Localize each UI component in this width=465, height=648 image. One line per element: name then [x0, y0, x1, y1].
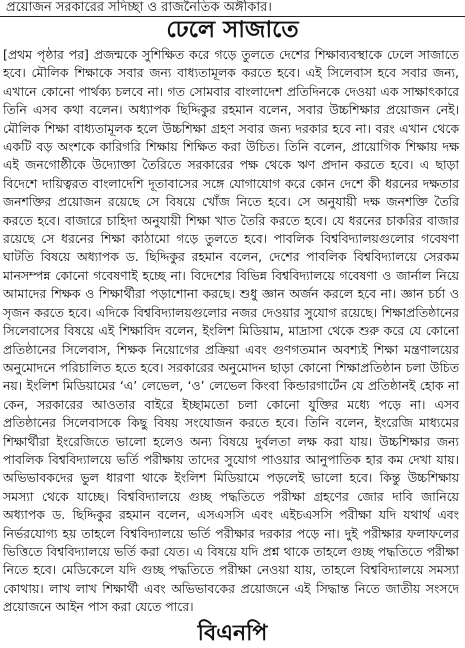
next-headline-fragment: বিএনপি — [197, 620, 268, 646]
article-body — [3, 46, 459, 617]
continuation-label: [প্রথম পৃষ্ঠার পর] — [3, 47, 89, 62]
article-headline: ঢেলে সাজাতে — [166, 16, 299, 43]
article-paragraph — [3, 46, 459, 617]
previous-article-tail: প্রয়োজন সরকারের সদিচ্ছা ও রাজনৈতিক অঙ্গীকার। — [6, 0, 272, 15]
article-text: প্রজন্মকে সুশিক্ষিত করে গড়ে তুলতে দেশের শিক্ষাব্যবস্থাকে ঢেলে সাজাতে হবে। মৌলিক শিক্ষাকে সবার জন্য বাধ্যতামূলক করতে হবে। এই সিলেবাস হবে সবার জন্য, এখানে কোনো পার্থক্য চলবে না। গত সোমবার বাংলাদেশ প্রতিদিনকে দেওয়া এক সাক্ষাৎকারে তিনি এসব কথা বলেন। অধ্যাপক ছিদ্দিকুর রহমান বলেন, সবার উচ্চশিক্ষার প্রয়োজন নেই। মৌলিক শিক্ষা বাধ্যতামূলক হলে উচ্চশিক্ষা গ্রহণ সবার জন্য দরকার হবে না। বরং এখান থেকে একটি বড় অংশকে কারিগরি শিক্ষায় শিক্ষিত করা উচিত। তিনি বলেন, প্রায়োগিক শিক্ষায় দক্ষ এই জনগোষ্ঠীকে উদ্যোক্তা তৈরিতে সরকারের পক্ষ থেকে ঋণ প্রদান করতে হবে। এ ছাড়া বিদেশে দায়িত্বরত বাংলাদেশি দূতাবাসের সঙ্গে যোগাযোগ করে কোন দেশে কী ধরনের দক্ষতার জনশক্তির প্রয়োজন রয়েছে সে বিষয়ে খোঁজ নিতে হবে। সে অনুযায়ী দক্ষ জনশক্তি তৈরি করতে হবে। বাজারে চাহিদা অনুযায়ী শিক্ষা খাত তৈরি করতে হবে। যে ধরনের চাকরির বাজার রয়েছে সে ধরনের শিক্ষা কাঠামো গড়ে তুলতে হবে। পাবলিক বিশ্ববিদ্যালয়গুলোর গবেষণা ঘাটতি বিষয়ে অধ্যাপক ড. ছিদ্দিকুর রহমান বলেন, দেশের পাবলিক বিশ্ববিদ্যালয়ে সেরকম মানসম্পন্ন কোনো গবেষণাই হচ্ছে না। বিদেশের বিভিন্ন বিশ্ববিদ্যালয়ে গবেষণা ও জার্নাল নিয়ে আমাদের শিক্ষক ও শিক্ষার্থীরা পড়াশোনা করছে। শুধু জ্ঞান অর্জন করলে হবে না। জ্ঞান চর্চা ও সৃজন করতে হবে। এদিকে বিশ্ববিদ্যালয়গুলোর নজর দেওয়ার সুযোগ রয়েছে। শিক্ষাপ্রতিষ্ঠানের সিলেবাসের বিষয়ে এই শিক্ষাবিদ বলেন, ইংলিশ মিডিয়াম, মাদ্রাসা থেকে শুরু করে যে কোনো প্রতিষ্ঠানের সিলেবাস, শিক্ষক নিয়োগের প্রক্রিয়া এবং গুণগতমান অবশ্যই শিক্ষা মন্ত্রণালয়ের অনুমোদনে পরিচালিত হতে হবে। সরকারের অনুমোদন ছাড়া কোনো শিক্ষাপ্রতিষ্ঠান চলা উচিত নয়। ইংলিশ মিডিয়ামের ‘এ’ লেভেল, ‘ও’ লেভেল কিংবা কিন্ডারগার্টেন যে প্রতিষ্ঠানই হোক না কেন, সরকারের আওতার বাইরে ইচ্ছামতো চলা কোনো যুক্তির মধ্যে পড়ে না। এসব প্রতিষ্ঠানের সিলেবাসকে কিছু বিষয় সংযোজন করতে হবে। তিনি বলেন, ইংরেজি মাধ্যমের শিক্ষার্থীরা ইংরেজিতে ভালো হলেও অন্য বিষয়ে দুর্বলতা লক্ষ করা যায়। উচ্চশিক্ষার জন্য পাবলিক বিশ্ববিদ্যালয়ে ভর্তি পরীক্ষায় তাদের সুযোগ পাওয়ার আনুপাতিক হার কম দেখা যায়। অভিভাবকদের ভুল ধারণা থাকে ইংলিশ মিডিয়ামে পড়লেই ভালো হবে। কিন্তু উচ্চশিক্ষায় সমস্যা থেকে যাচ্ছে। বিশ্ববিদ্যালয়ে গুচ্ছ পদ্ধতিতে পরীক্ষা গ্রহণের জোর দাবি জানিয়ে অধ্যাপক ড. ছিদ্দিকুর রহমান বলেন, এসএসসি এবং এইচএসসি পরীক্ষা যদি যথার্থ এবং নির্ভরযোগ্য হয় তাহলে বিশ্ববিদ্যালয়ে ভর্তি পরীক্ষার দরকার পড়ে না। দুই পরীক্ষার ফলাফলের ভিত্তিতে বিশ্ববিদ্যালয়ে ভর্তি করা যেত। এ বিষয়ে যদি প্রশ্ন থাকে তাহলে গুচ্ছ পদ্ধতিতে পরীক্ষা নিতে হবে। মেডিকেলে যদি গুচ্ছ পদ্ধতিতে পরীক্ষা নেওয়া যায়, তাহলে বিশ্ববিদ্যালয়ে সমস্যা কোথায়। লাখ লাখ শিক্ষার্থী এবং অভিভাবকের প্রয়োজনে এই সিদ্ধান্ত নিতে জাতীয় সংসদে প্রয়োজনে আইন পাস করা যেতে পারে। — [3, 47, 459, 615]
